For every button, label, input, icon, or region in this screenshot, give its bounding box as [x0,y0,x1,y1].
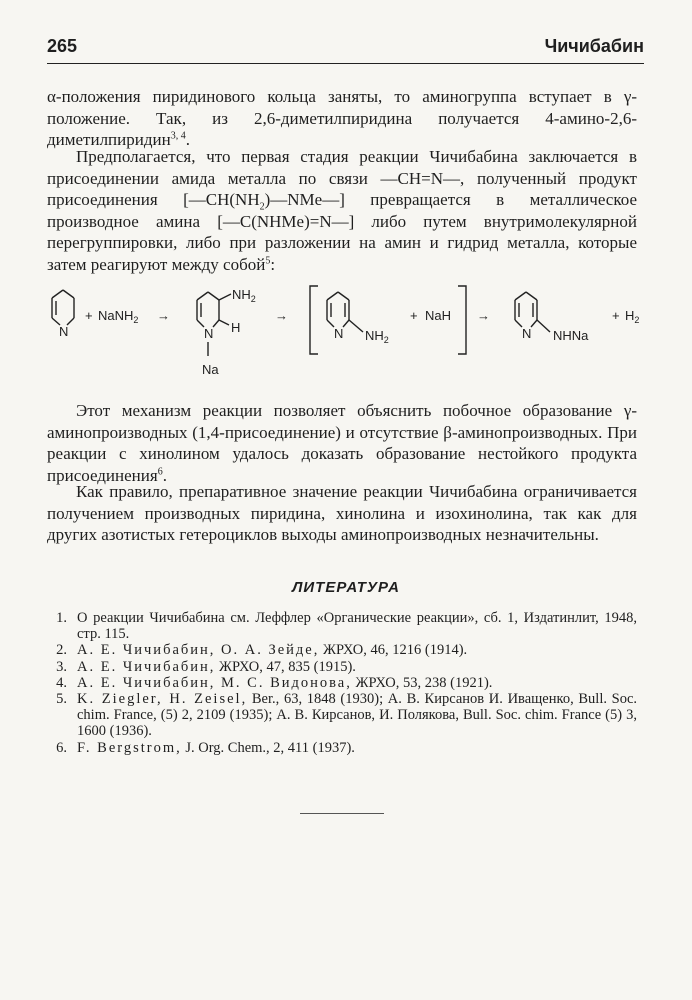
reference-author: А. Е. Чичибабин, О. А. Зейде, [77,642,320,659]
paragraph-3-text: Этот механизм реакции позволяет объяснить побочное образование γ-аминопроизводных (1,4-присоединение) и отсутствие β-аминопроизводных. При реакции с хинолином удалось доказать образование нестойкого продукта присоединения [47,401,637,485]
aminopyridine-amino: NH [365,328,384,343]
plus-sign-1: + [85,308,93,323]
sodium-amide-sub: 2 [133,315,139,325]
footnote-ref: 3, 4 [170,130,186,142]
reference-item [47,691,637,740]
end-rule [300,813,384,814]
sodium-aminopyridine: NHNa [553,328,589,343]
reference-text: J. Org. Chem., 2, 411 (1937). [185,739,355,756]
intermediate-amino-label [232,287,256,304]
literature-heading: ЛИТЕРАТУРА [292,579,400,596]
arrow-2: → [275,308,288,323]
reference-item [47,610,637,642]
reference-text: ЖРХО, 47, 835 (1915). [219,658,356,675]
reference-text: О реакции Чичибабина см. Леффлер «Органические реакции», сб. 1, Издатинлит, 1948, стр. 115. [77,610,637,643]
aminopyridine-ring [327,292,363,332]
aminopyridine-nitrogen: N [334,326,344,341]
reference-number: 3. [56,658,67,675]
running-head: Чичибабин [544,36,644,56]
footnote-ref: 5 [265,254,271,266]
reference-number: 1. [56,610,67,626]
paragraph-2-text: Предполагается, что первая стадия реакции Чичибабина заключается в присоединении амида металла по связи —CH=N—, полученный продукт присоединения [—CH(NH [47,147,637,209]
reference-item [47,675,637,691]
reaction-scheme-svg [47,284,647,384]
sodium-hydride: NaH [425,308,452,323]
paragraph-3-end: . [162,465,167,485]
product-nitrogen: N [522,326,532,341]
hydrogen-gas-sub: 2 [634,315,640,325]
bracket-left [310,286,318,354]
reaction-scheme [47,284,647,384]
plus-sign-3: + [612,308,620,323]
paragraph-3 [47,400,637,486]
paragraph-2-text-cont: )—NMe—] превращается в металлическое производное амина [—C(NHMe)=N—] либо путем внутримолекулярной перегруппировки, либо при разложении на амин и гидрид металла, которые затем реагируют между собой [47,190,637,274]
paragraph-4-text: Как правило, препаративное значение реакции Чичибабина ограничивается получением производных пиридина, хинолина и изохинолина, так как для других азотистых гетероциклов выходы аминопроизводных незначительны. [47,482,637,544]
ring-1-nitrogen: N [59,324,69,339]
page-header [47,36,644,62]
paragraph-1 [47,86,637,151]
reference-text: ЖРХО, 46, 1216 (1914). [323,642,468,659]
arrow-1: → [157,308,170,323]
intermediate-hydrogen: H [231,320,241,335]
reference-number: 6. [56,739,67,756]
reference-text: ЖРХО, 53, 238 (1921). [355,674,493,691]
intermediate-amino: NH [232,287,251,302]
reference-author: А. Е. Чичибабин, М. С. Видонова, [77,674,352,691]
bracket-right [458,286,466,354]
reference-number: 4. [56,674,67,691]
sodium-amide: NaNH [98,308,134,323]
reference-number: 2. [56,642,67,659]
subscript: 2 [259,201,265,213]
paragraph-2-end: : [270,254,276,274]
aminopyridine-amino-sub: 2 [383,335,389,345]
reference-number: 5. [56,691,67,708]
header-rule [47,63,644,64]
intermediate-sodium: Na [202,362,219,377]
paragraph-1-text: α-положения пиридинового кольца заняты, то аминогруппа вступает в γ-положение. Так, из 2,6-диметилпиридина получается 4-амино-2,6-диметилпиридин [47,87,637,149]
aminopyridine-amino-label [365,328,389,345]
hydrogen-gas-label [625,308,639,325]
reference-author: F. Bergstrom, [77,739,182,756]
product-ring [515,292,550,332]
paragraph-2 [47,146,637,275]
intermediate-nitrogen: N [204,326,214,341]
footnote-ref: 6 [157,465,163,477]
plus-sign-2: + [410,308,418,323]
reference-list [47,610,637,756]
paragraph-1-end: . [185,130,190,149]
intermediate-ring [197,292,231,356]
pyridine-ring-1 [52,290,74,325]
reference-item [47,740,637,756]
sodium-amide-label [98,308,138,325]
reference-author: А. Е. Чичибабин, [77,658,216,675]
hydrogen-gas: H [625,308,635,323]
reference-author: K. Ziegler, H. Zeisel, [77,691,248,708]
reference-text: Ber., 63, 1848 (1930); А. В. Кирсанов И. Иващенко, Bull. Soc. chim. France, (5) 2, 2109 (1935); А. В. Кирсанов, И. Полякова, Bull. Soc. chim. France (5) 3, 1600 (1936). [77,691,638,740]
reference-item [47,659,637,675]
paragraph-4 [47,481,637,546]
intermediate-amino-sub: 2 [250,294,256,304]
reference-item [47,642,637,658]
page-number: 265 [47,36,78,56]
arrow-3: → [477,308,490,323]
